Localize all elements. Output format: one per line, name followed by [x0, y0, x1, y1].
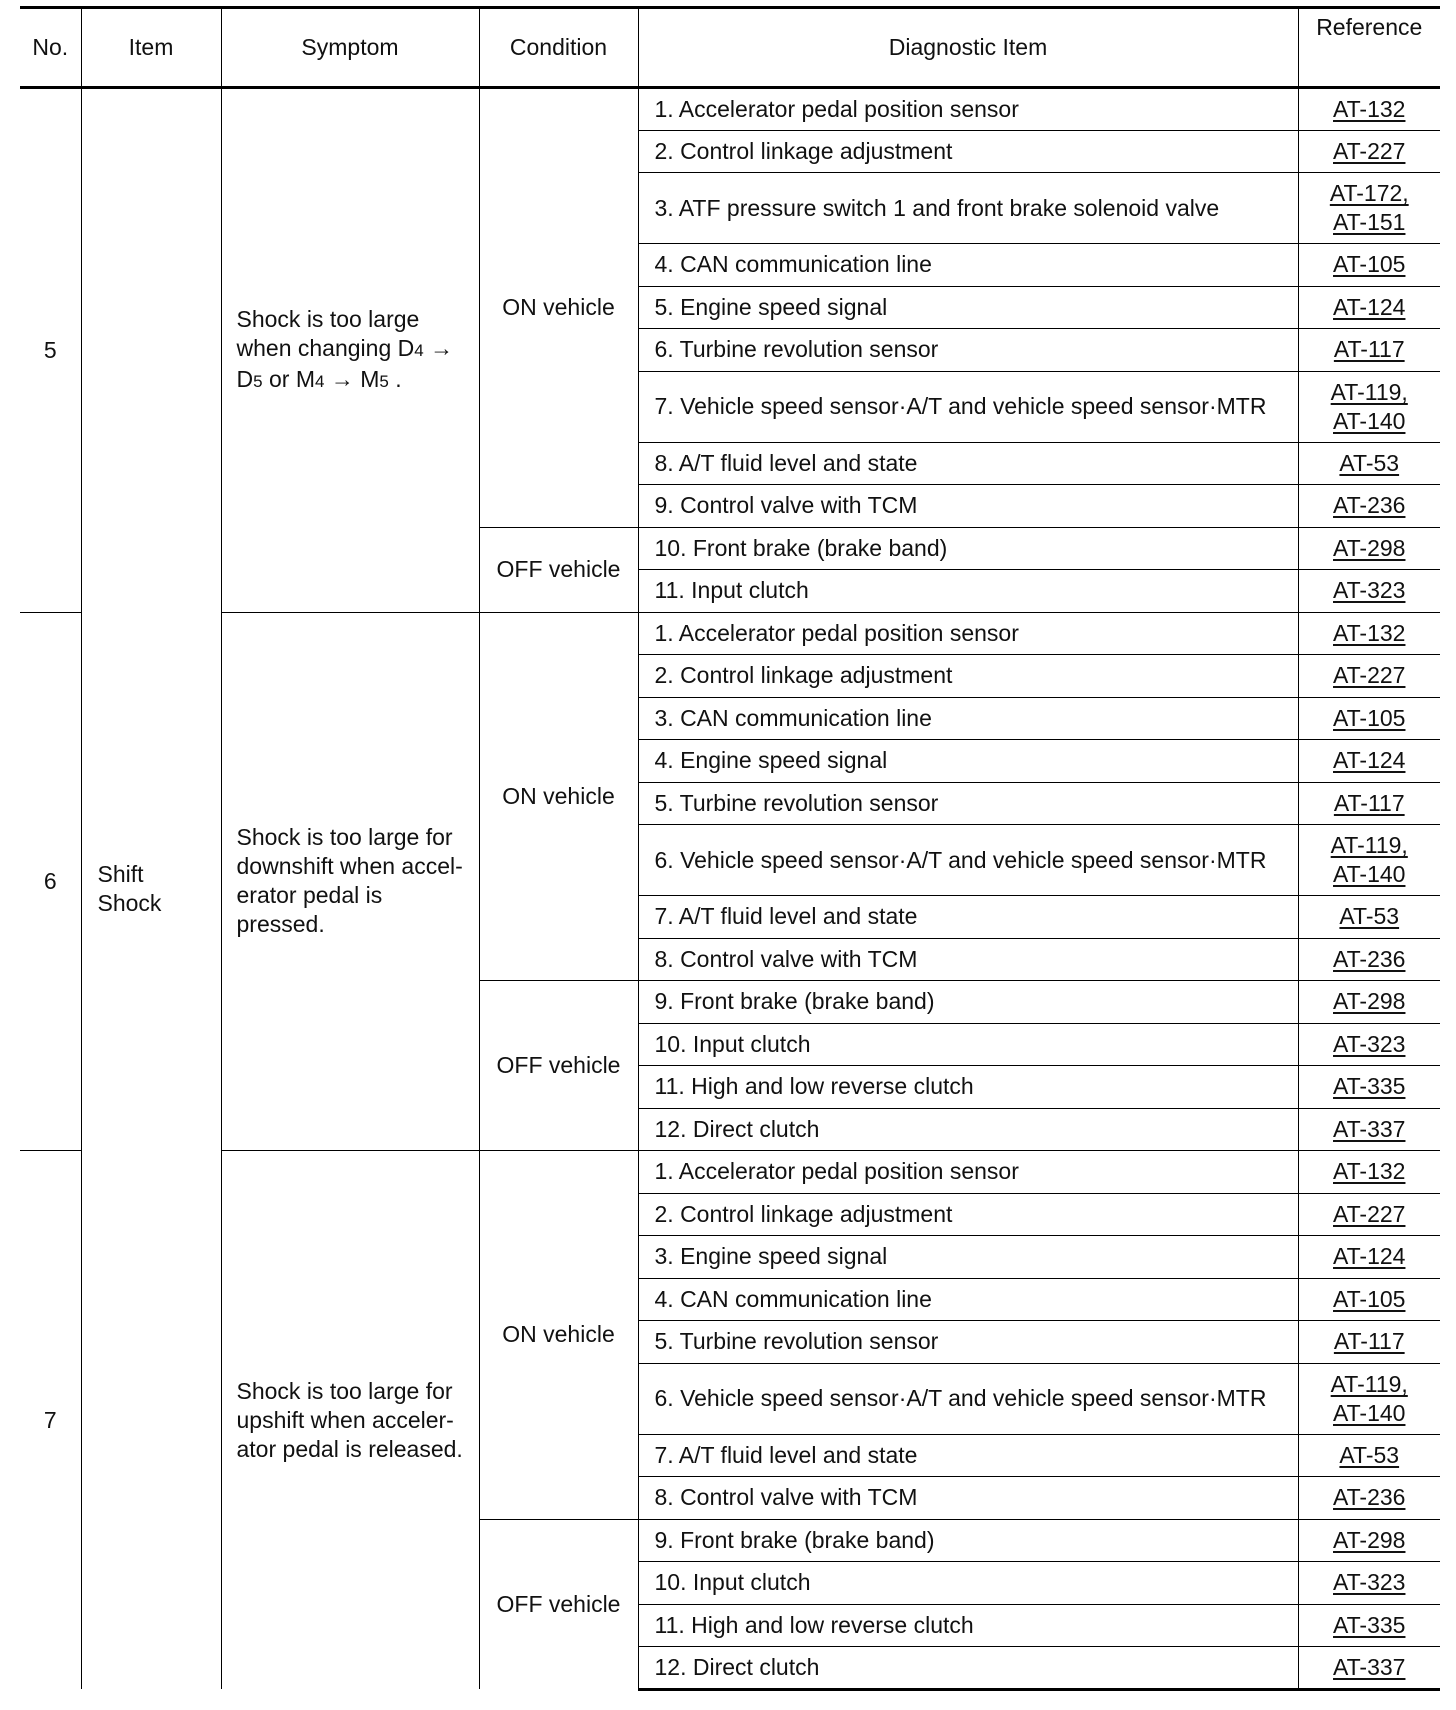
condition-cell: ON vehicle [479, 612, 638, 981]
reference-link[interactable]: AT-119, [1330, 378, 1408, 405]
table-row [20, 612, 1440, 655]
reference-link[interactable]: AT-53 [1339, 449, 1400, 476]
symptom-text: Shock is too large [236, 305, 420, 332]
diagnostic-item: 5. Turbine revolution sensor [638, 782, 1298, 825]
reference-cell [1298, 442, 1440, 485]
symptom-subscript: 4 [414, 340, 424, 360]
reference-cell [1298, 329, 1440, 372]
reference-link[interactable]: AT-140 [1333, 407, 1406, 434]
reference-cell [1298, 655, 1440, 698]
reference-link[interactable]: AT-323 [1333, 577, 1406, 604]
reference-cell [1298, 527, 1440, 570]
reference-link[interactable]: AT-119, [1330, 1370, 1408, 1397]
reference-link[interactable]: AT-236 [1333, 492, 1406, 519]
reference-cell [1298, 1278, 1440, 1321]
symptom-text: D [236, 365, 254, 392]
reference-cell [1298, 612, 1440, 655]
diagnostic-item: 6. Turbine revolution sensor [638, 329, 1298, 372]
symptom-cell [221, 1151, 479, 1690]
diagnostic-item: 1. Accelerator pedal position sensor [638, 1151, 1298, 1194]
reference-link[interactable]: AT-298 [1333, 534, 1406, 561]
symptom-text: downshift when accel- [236, 853, 463, 880]
row-number: 5 [43, 336, 57, 363]
condition-cell: OFF vehicle [479, 981, 638, 1151]
reference-link[interactable]: AT-105 [1333, 704, 1406, 731]
diagnostic-item: 9. Control valve with TCM [638, 485, 1298, 528]
reference-link[interactable]: AT-124 [1333, 747, 1406, 774]
diagnostic-item: 4. Engine speed signal [638, 740, 1298, 783]
reference-link[interactable]: AT-236 [1333, 1484, 1406, 1511]
symptom-text: . [388, 365, 402, 392]
reference-link[interactable]: AT-117 [1333, 789, 1405, 816]
diagnostic-item: 7. Vehicle speed sensor·A/T and vehicle speed sensor·MTR [638, 371, 1298, 442]
reference-cell [1298, 938, 1440, 981]
reference-cell [1298, 286, 1440, 329]
diagnostic-item: 11. Input clutch [638, 570, 1298, 613]
reference-link[interactable]: AT-227 [1333, 662, 1406, 689]
diagnostic-item: 3. CAN communication line [638, 697, 1298, 740]
reference-cell [1298, 1562, 1440, 1605]
reference-link[interactable]: AT-132 [1333, 95, 1406, 122]
symptom-text: Shock is too large for [236, 824, 453, 851]
reference-link[interactable]: AT-298 [1333, 1526, 1406, 1553]
reference-cell [1298, 1321, 1440, 1364]
symptom-text: Shock is too large for [236, 1377, 453, 1404]
diagnostic-item: 6. Vehicle speed sensor·A/T and vehicle speed sensor·MTR [638, 825, 1298, 896]
symptom-cell [221, 612, 479, 1151]
diagnostic-item: 9. Front brake (brake band) [638, 1519, 1298, 1562]
reference-link[interactable]: AT-323 [1333, 1030, 1406, 1057]
diagnostic-item: 10. Front brake (brake band) [638, 527, 1298, 570]
reference-link[interactable]: AT-337 [1333, 1653, 1406, 1680]
diagnostic-item: 8. A/T fluid level and state [638, 442, 1298, 485]
reference-cell [1298, 1108, 1440, 1151]
diagnostic-item: 8. Control valve with TCM [638, 1477, 1298, 1520]
header-diagnostic-item: Diagnostic Item [638, 8, 1298, 88]
diagnostic-item: 5. Turbine revolution sensor [638, 1321, 1298, 1364]
reference-link[interactable]: AT-119, [1330, 832, 1408, 858]
symptom-text: pressed. [236, 911, 325, 938]
condition-cell: OFF vehicle [479, 527, 638, 612]
reference-link[interactable]: AT-298 [1333, 988, 1406, 1015]
reference-link[interactable]: AT-227 [1333, 137, 1406, 164]
reference-cell [1298, 1604, 1440, 1647]
reference-cell [1298, 1519, 1440, 1562]
arrow-text: → [423, 334, 454, 361]
symptom-text: erator pedal is [236, 882, 383, 909]
symptom-text: upshift when acceler- [236, 1406, 454, 1433]
diagnostic-item: 6. Vehicle speed sensor·A/T and vehicle speed sensor·MTR [638, 1363, 1298, 1434]
diagnostic-item: 12. Direct clutch [638, 1108, 1298, 1151]
row-number: 7 [20, 1151, 81, 1690]
symptom-subscript: 4 [314, 371, 325, 391]
diagnostic-table-container [20, 6, 1440, 1691]
reference-link[interactable]: AT-117 [1333, 1328, 1405, 1355]
diagnostic-item: 4. CAN communication line [638, 1278, 1298, 1321]
reference-link[interactable]: AT-337 [1333, 1115, 1406, 1142]
symptom-text: when changing D [236, 334, 415, 361]
reference-cell [1298, 782, 1440, 825]
reference-link[interactable]: AT-323 [1333, 1569, 1406, 1596]
reference-link[interactable]: AT-140 [1333, 1399, 1406, 1426]
diagnostic-item: 3. Engine speed signal [638, 1236, 1298, 1279]
condition-cell: OFF vehicle [479, 1519, 638, 1689]
header-condition: Condition [479, 8, 638, 88]
reference-cell [1298, 1363, 1440, 1434]
reference-link[interactable]: AT-105 [1333, 251, 1406, 278]
diagnostic-item: 4. CAN communication line [638, 244, 1298, 287]
reference-link[interactable]: AT-335 [1333, 1073, 1406, 1100]
diagnostic-item: 3. ATF pressure switch 1 and front brake solenoid valve [638, 173, 1298, 244]
reference-cell [1298, 570, 1440, 613]
reference-link[interactable]: AT-227 [1333, 1200, 1406, 1227]
table-header [20, 8, 1440, 88]
table-body [20, 88, 1440, 1690]
reference-link[interactable]: AT-53 [1339, 903, 1400, 930]
reference-cell [1298, 244, 1440, 287]
table-row [20, 88, 1440, 131]
diagnostic-item: 7. A/T fluid level and state [638, 896, 1298, 939]
reference-cell [1298, 130, 1440, 173]
symptom-cell [221, 88, 479, 613]
reference-link[interactable]: AT-132 [1333, 1158, 1406, 1185]
diagnostic-item: 1. Accelerator pedal position sensor [638, 612, 1298, 655]
table-row [20, 1151, 1440, 1194]
diagnostic-item: 1. Accelerator pedal position sensor [638, 88, 1298, 131]
diagnostic-item: 8. Control valve with TCM [638, 938, 1298, 981]
header-item: Item [81, 8, 221, 88]
reference-cell [1298, 173, 1440, 244]
reference-link[interactable]: AT-105 [1333, 1285, 1406, 1312]
reference-cell [1298, 371, 1440, 442]
diagnostic-table [20, 6, 1440, 1691]
reference-cell [1298, 1193, 1440, 1236]
reference-cell [1298, 1236, 1440, 1279]
diagnostic-item: 5. Engine speed signal [638, 286, 1298, 329]
reference-link[interactable]: AT-117 [1333, 336, 1405, 363]
diagnostic-item: 12. Direct clutch [638, 1647, 1298, 1690]
diagnostic-item: 2. Control linkage adjustment [638, 130, 1298, 173]
reference-link[interactable]: AT-53 [1339, 1441, 1400, 1468]
item-label-line: Shift [97, 861, 144, 887]
diagnostic-item: 11. High and low reverse clutch [638, 1066, 1298, 1109]
reference-link[interactable]: AT-124 [1333, 1243, 1406, 1270]
reference-link[interactable]: AT-124 [1333, 293, 1406, 320]
reference-cell [1298, 825, 1440, 896]
reference-cell [1298, 1647, 1440, 1690]
symptom-text: or M [262, 365, 315, 392]
reference-cell [1298, 485, 1440, 528]
diagnostic-item: 9. Front brake (brake band) [638, 981, 1298, 1024]
reference-link[interactable]: AT-151 [1333, 209, 1406, 235]
reference-cell [1298, 981, 1440, 1024]
header-symptom: Symptom [221, 8, 479, 88]
reference-cell [1298, 1066, 1440, 1109]
reference-cell [1298, 1434, 1440, 1477]
diagnostic-item: 2. Control linkage adjustment [638, 655, 1298, 698]
row-number: 6 [20, 612, 81, 1151]
diagnostic-item: 7. A/T fluid level and state [638, 1434, 1298, 1477]
reference-cell [1298, 740, 1440, 783]
reference-cell [1298, 896, 1440, 939]
diagnostic-item: 10. Input clutch [638, 1562, 1298, 1605]
reference-cell [1298, 1151, 1440, 1194]
symptom-text: → M [324, 365, 380, 392]
condition-cell: ON vehicle [479, 1151, 638, 1520]
symptom-text: ator pedal is released. [236, 1435, 463, 1462]
reference-link[interactable]: AT-236 [1333, 945, 1406, 972]
symptom-subscript: 5 [379, 371, 389, 391]
symptom-subscript: 5 [253, 371, 263, 391]
item-label [81, 88, 221, 1690]
item-label-line: Shock [97, 890, 162, 916]
reference-cell [1298, 1023, 1440, 1066]
reference-link[interactable]: AT-132 [1333, 619, 1406, 646]
header-no: No. [20, 8, 81, 88]
reference-link[interactable]: AT-172, [1329, 180, 1409, 206]
reference-cell [1298, 697, 1440, 740]
reference-cell [1298, 88, 1440, 131]
reference-cell [1298, 1477, 1440, 1520]
reference-link[interactable]: AT-140 [1333, 861, 1406, 887]
diagnostic-item: 10. Input clutch [638, 1023, 1298, 1066]
diagnostic-item: 11. High and low reverse clutch [638, 1604, 1298, 1647]
reference-link[interactable]: AT-335 [1333, 1611, 1406, 1638]
header-reference: Reference [1298, 8, 1440, 88]
diagnostic-item: 2. Control linkage adjustment [638, 1193, 1298, 1236]
condition-cell: ON vehicle [479, 88, 638, 528]
